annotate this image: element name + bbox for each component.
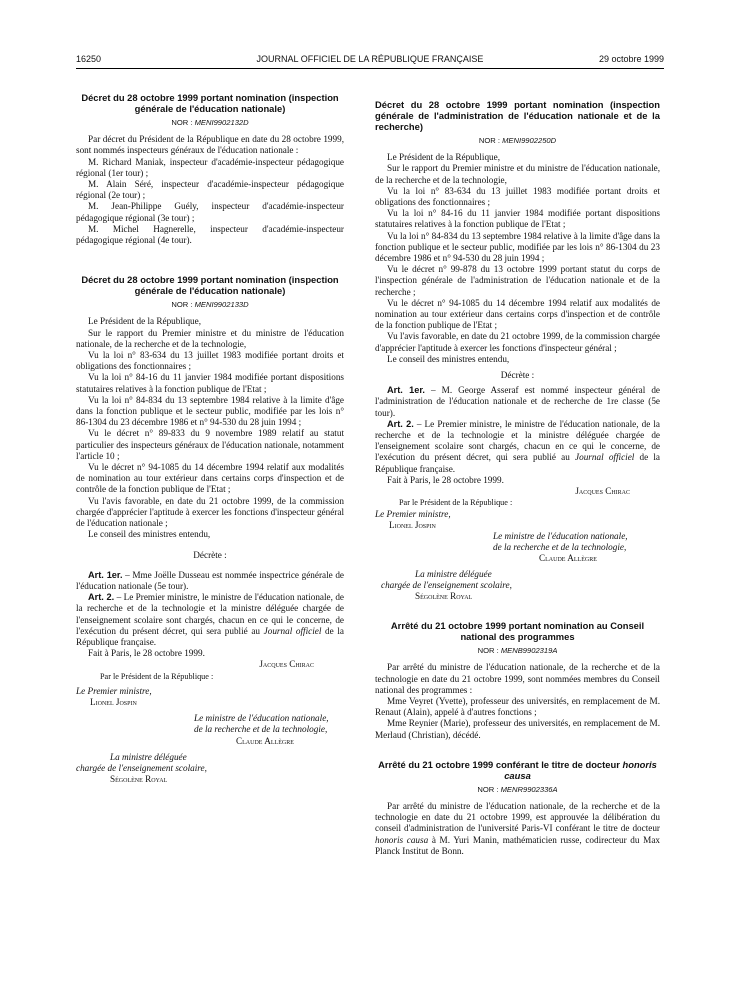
list-item: M. Michel Hagnerelle, inspecteur d'académie-inspecteur pédagogique régional (4e tour). (76, 223, 344, 246)
fait-a-paris: Fait à Paris, le 28 octobre 1999. (387, 474, 504, 485)
minister-title: Le ministre de l'éducation nationale, (194, 713, 329, 724)
preamble-line: Le Président de la République, (387, 152, 501, 163)
minister-title: de la recherche et de la technologie, (493, 542, 627, 553)
arrete-2-title: Arrêté du 21 octobre 1999 conférant le titre de docteur honoris causa (378, 758, 657, 781)
minister-title: de la recherche et de la technologie, (194, 724, 328, 735)
article-1: Art. 1er. – M. George Asseraf est nommé inspecteur général de l'administration de l'éducation nationale et de recherche de 1re classe (5e tour). (375, 385, 661, 418)
journal-title: JOURNAL OFFICIEL DE LA RÉPUBLIQUE FRANÇAISE (256, 54, 484, 64)
decree-3-nor: NOR : MENI9902250D (478, 136, 557, 145)
pm-name: Lionel Jospin (90, 696, 137, 707)
preamble-line: Sur le rapport du Premier ministre et du ministre de l'éducation nationale, de la recherche et de la technologie, (76, 327, 344, 349)
decree-2-title: Décret du 28 octobre 1999 portant nomination (inspection générale de l'éducation nationale) (81, 274, 339, 297)
article-1: Art. 1er. – Mme Joëlle Dusseau est nommée inspectrice générale de l'éducation nationale (5e tour). (76, 569, 345, 591)
header-rule (76, 68, 664, 69)
arrete-1 (375, 620, 660, 741)
page-number: 16250 (76, 54, 102, 64)
list-item: M. Jean-Philippe Guély, inspecteur d'académie-inspecteur pédagogique régional (3e tour) ; (76, 201, 344, 223)
preamble-line: Le conseil des ministres entendu, (88, 529, 211, 540)
preamble-line: Vu l'avis favorable, en date du 21 octobre 1999, de la commission chargée d'apprécier l'aptitude à exercer les fonctions d'inspecteur général de l'éducation nationale ; (76, 495, 344, 529)
preamble-line: Vu l'avis favorable, en date du 21 octobre 1999, de la commission chargée d'apprécier l'aptitude à exercer les fonctions d'inspecteur général ; (375, 331, 660, 353)
preamble-line: Le Président de la République, (88, 316, 202, 327)
preamble-line: Vu la loi n° 84-834 du 13 septembre 1984 relative à la limite d'âge dans la fonction publique et le secteur public, modifiée par les lois n° 86-1304 du 23 décembre 1986 et n° 94-530 du 28 juin 1994 ; (76, 394, 344, 428)
list-item: Mme Reynier (Marie), professeur des universités, en remplacement de M. Merlaud (Christian), décédé. (375, 718, 660, 740)
decree-2-nor: NOR : MENI9902133D (171, 300, 249, 310)
preamble-line: Vu la loi n° 83-634 du 13 juillet 1983 modifiée portant droits et obligations des fonctionnaires ; (375, 185, 660, 208)
pm-title: Le Premier ministre, (375, 508, 451, 519)
preamble-line: Vu la loi n° 84-16 du 11 janvier 1984 modifiée portant dispositions statutaires relatives à la fonction publique de l'Etat ; (76, 372, 344, 394)
preamble-line: Vu le décret n° 89-833 du 9 novembre 1989 relatif au statut particulier des inspecteurs généraux de l'éducation nationale, notamment l'article 10 ; (76, 428, 344, 461)
fait-a-paris: Fait à Paris, le 28 octobre 1999. (88, 648, 205, 659)
arrete-1-nor: NOR : MENB9902319A (477, 646, 558, 656)
par-le-president: Par le Président de la République : (100, 671, 214, 681)
right-column (375, 99, 660, 857)
president-signature: Jacques Chirac (259, 659, 314, 670)
article-2: Art. 2. – Le Premier ministre, le ministre de l'éducation nationale, de la recherche et de la technologie et la ministre déléguée chargée de l'enseignement scolaire sont chargés, chacun en ce qui le concerne, de l'exécution du présent décret, qui sera publié au Journal officiel de la République française. (76, 592, 345, 647)
minister-title: Le ministre de l'éducation nationale, (493, 530, 628, 541)
minister-name: Claude Allègre (539, 553, 597, 564)
arrete-1-intro: Par arrêté du ministre de l'éducation nationale, de la recherche et de la technologie en date du 21 octobre 1999, sont nommées membres du Conseil national des programmes : (375, 662, 660, 695)
minister-name: Claude Allègre (236, 735, 294, 746)
preamble-line: Vu la loi n° 84-16 du 11 janvier 1984 modifiée portant dispositions statutaires relatives à la fonction publique de l'Etat ; (375, 208, 660, 230)
arrete-2-nor: NOR : MENR9902336A (477, 784, 558, 794)
list-item: M. Alain Séré, inspecteur d'académie-inspecteur pédagogique régional (2e tour) ; (76, 179, 344, 201)
decree-3 (375, 99, 660, 602)
decree-1 (76, 92, 344, 246)
preamble-line: Vu la loi n° 83-634 du 13 juillet 1983 modifiée portant droits et obligations des fonctionnaires ; (76, 350, 344, 372)
arrete-2-text: Par arrêté du ministre de l'éducation nationale, de la recherche et de la technologie en date du 21 octobre 1999, est approuvée la délibération du conseil d'administration de l'université Paris-VI conférant le titre de docteur honoris causa à M. Yuri Manin, mathématicien russe, codirecteur du Max Planck Institut de Bonn. (375, 800, 660, 856)
delegate-title: chargée de l'enseignement scolaire, (381, 579, 512, 590)
preamble-line: Sur le rapport du Premier ministre et du ministre de l'éducation nationale, de la recherche et de la technologie, (375, 163, 660, 185)
delegate-name: Ségolène Royal (415, 590, 473, 601)
preamble-line: Vu le décret n° 94-1085 du 14 décembre 1994 relatif aux modalités de nomination au tour extérieur dans certains corps d'inspection et de contrôle de la fonction publique de l'Etat ; (76, 462, 344, 495)
decrete-heading: Décrète : (193, 549, 227, 560)
par-le-president: Par le Président de la République : (399, 498, 513, 508)
preamble-line: Le conseil des ministres entendu, (387, 353, 510, 364)
delegate-name: Ségolène Royal (110, 774, 168, 785)
delegate-title: La ministre déléguée (415, 568, 492, 579)
page-header (76, 54, 664, 68)
arrete-2 (375, 759, 660, 857)
pm-name: Lionel Jospin (389, 519, 436, 530)
list-item: Mme Veyret (Yvette), professeur des universités, en remplacement de M. Renaut (Alain), appelé à d'autres fonctions ; (375, 695, 660, 718)
decree-2 (76, 274, 344, 785)
pm-title: Le Premier ministre, (76, 685, 152, 696)
decree-3-title: Décret du 28 octobre 1999 portant nomination (inspection générale de l'administration de l'éducation nationale et de la recherche) (375, 99, 660, 132)
delegate-title: La ministre déléguée (110, 751, 187, 762)
issue-date: 29 octobre 1999 (598, 54, 664, 64)
arrete-1-title: Arrêté du 21 octobre 1999 portant nomination au Conseil national des programmes (390, 620, 645, 643)
decree-1-nor: NOR : MENI9902132D (171, 118, 249, 127)
president-signature: Jacques Chirac (575, 486, 630, 497)
decree-1-title: Décret du 28 octobre 1999 portant nomination (inspection générale de l'éducation nationale) (81, 92, 339, 114)
preamble-line: Vu le décret n° 99-878 du 13 octobre 1999 portant statut du corps de l'inspection générale de l'administration de l'éducation nationale et de la recherche ; (375, 264, 660, 297)
decree-1-intro: Par décret du Président de la République en date du 28 octobre 1999, sont nommés inspecteurs généraux de l'éducation nationale : (76, 134, 344, 156)
left-column (76, 92, 344, 785)
preamble-line: Vu la loi n° 84-834 du 13 septembre 1984 relative à la limite d'âge dans la fonction publique et le secteur public, modifiée par les lois n° 86-1304 du 23 décembre 1986 et n° 94-530 du 28 juin 1994 ; (375, 230, 660, 264)
list-item: M. Richard Maniak, inspecteur d'académie-inspecteur pédagogique régional (1er tour) ; (76, 156, 344, 178)
decrete-heading: Décrète : (500, 370, 535, 381)
article-2: Art. 2. – Le Premier ministre, le ministre de l'éducation nationale, de la recherche et de la technologie et la ministre déléguée chargée de l'enseignement scolaire sont chargés, chacun en ce qui le concerne, de l'exécution du présent décret, qui sera publié au Journal officiel de la République française. (375, 418, 661, 474)
delegate-title: chargée de l'enseignement scolaire, (76, 762, 207, 773)
preamble-line: Vu le décret n° 94-1085 du 14 décembre 1994 relatif aux modalités de nomination au tour extérieur dans certains corps d'inspection et de contrôle de la fonction publique de l'Etat ; (375, 297, 660, 331)
